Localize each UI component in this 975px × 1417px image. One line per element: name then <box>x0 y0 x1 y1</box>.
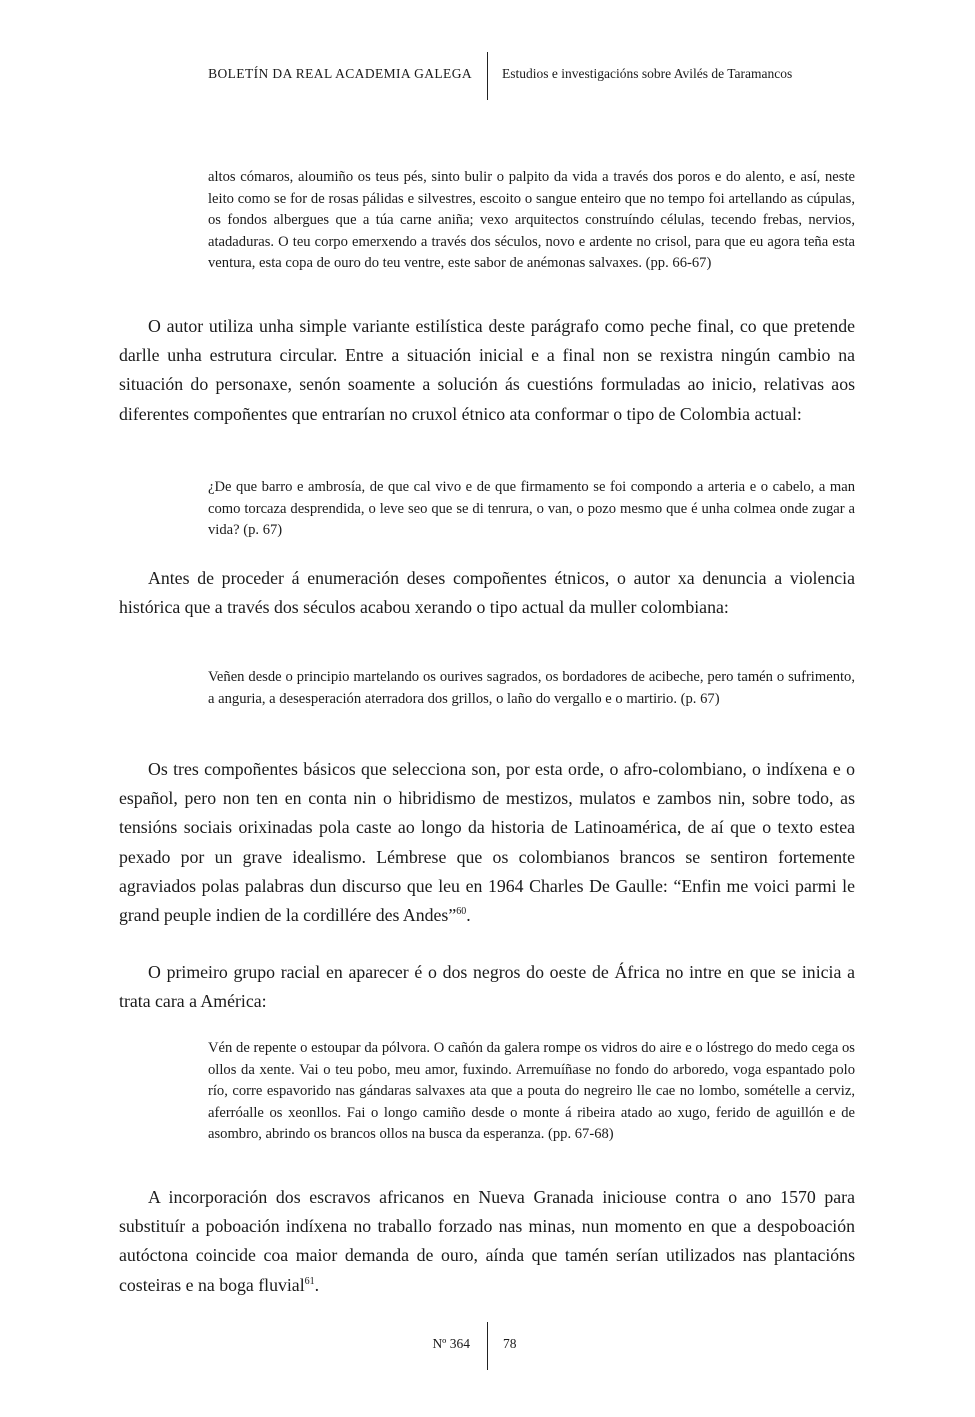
page-number: 78 <box>503 1336 517 1351</box>
section-title: Estudios e investigacións sobre Avilés de Taramancos <box>502 66 793 81</box>
block-quote: Vén de repente o estoupar da pólvora. O cañón da galera rompe os vidros do aire e o lóstrego do medo cega os ollos da xente. Vai o teu pobo, meu amor, fuxindo. Arremuíñase no fondo do arboredo, voga espantado polo río, corre espavorido nas gándaras salvaxes ata que a pouta do negreiro lle cae no lombo, somételle a cerviz, aferróalle os xeonllos. Fai o longo camiño desde o monte á ribeira atado ao xugo, ferido de aguillón e de asombro, abrindo os brancos ollos na busca da esperanza. (pp. 67-68) <box>208 1040 855 1143</box>
body-paragraph: Antes de proceder á enumeración deses compoñentes étnicos, o autor xa denuncia a violencia histórica que a través dos séculos acabou xerando o tipo actual da muller colombiana: <box>119 568 855 618</box>
header-divider <box>487 52 488 100</box>
block-quote: altos cómaros, aloumiño os teus pés, sinto bulir o palpito da vida a través dos poros e do alento, e así, neste leito como se for de rosas pálidas e silvestres, escoito o sangue enteiro que no tempo foi artellando as cúpulas, os fondos albergues que a túa carne aniña; vexo arquitectos construíndo células, tecendo frebas, nervios, atadaduras. O teu corpo emerxendo a través dos séculos, novo e ardente no crisol, para que eu agora teña esta ventura, esta copa de ouro do teu ventre, este sabor de anémonas salvaxes. (pp. 66-67) <box>208 169 855 272</box>
footnote-ref-61[interactable]: 61 <box>304 1275 315 1287</box>
issue-number: Nº 364 <box>432 1336 470 1351</box>
body-paragraph: O primeiro grupo racial en aparecer é o dos negros do oeste de África no intre en que se inicia a trata cara a América: <box>119 962 855 1012</box>
footnote-ref-60[interactable]: 60 <box>456 906 467 918</box>
running-header <box>0 52 975 100</box>
journal-title: BOLETÍN DA REAL ACADEMIA GALEGA <box>208 66 472 81</box>
body-paragraph: A incorporación dos escravos africanos en Nueva Granada iniciouse contra o ano 1570 para substituír a poboación indíxena no traballo forzado nas minas, nun momento en que a despoboación autóctona coincide coa maior demanda de ouro, aínda que tamén serían utilizados nas plantacións costeiras e na boga fluvial$^{61}$. <box>119 1187 855 1295</box>
running-footer <box>0 1322 975 1370</box>
footer-divider <box>487 1322 488 1370</box>
body-paragraph: O autor utiliza unha simple variante estilística deste parágrafo como peche final, co que pretende darlle unha estrutura circular. Entre a situación inicial e a final non se rexistra ningún cambio na situación do personaxe, senón soamente a solución ás cuestións formuladas ao inicio, relativas aos diferentes compoñentes que entrarían no cruxol étnico ata conformar o tipo de Colombia actual: <box>119 316 855 424</box>
body-paragraph: Os tres compoñentes básicos que selecciona son, por esta orde, o afro-colombiano, o indíxena e o español, pero non ten en conta nin o hibridismo de mestizos, mulatos e zambos nin, sobre todo, as tensións sociais orixinadas pola caste ao longo da historia de Latinoamérica, de aí que o texto estea pexado por un grave idealismo. Lémbrese que os colombianos brancos se sentiron fortemente agraviados polas palabras dun discurso que leu en 1964 Charles De Gaulle: “Enfin me voici parmi le grand peuple indien de la cordillére des Andes”$^{60}$. <box>119 759 855 926</box>
block-quote: Veñen desde o principio martelando os ourives sagrados, os bordadores de acibeche, pero tamén o sufrimento, a anguria, a desesperación aterradora dos grillos, o laño do vergallo e o martirio. (p. 67) <box>208 669 855 707</box>
block-quote: ¿De que barro e ambrosía, de que cal vivo e de que firmamento se foi compondo a arteria e o cabelo, a man como torcaza desprendida, o leve seo que se di tenrura, o van, o pozo mesmo que é unha colmea onde zugar a vida? (p. 67) <box>208 479 855 539</box>
